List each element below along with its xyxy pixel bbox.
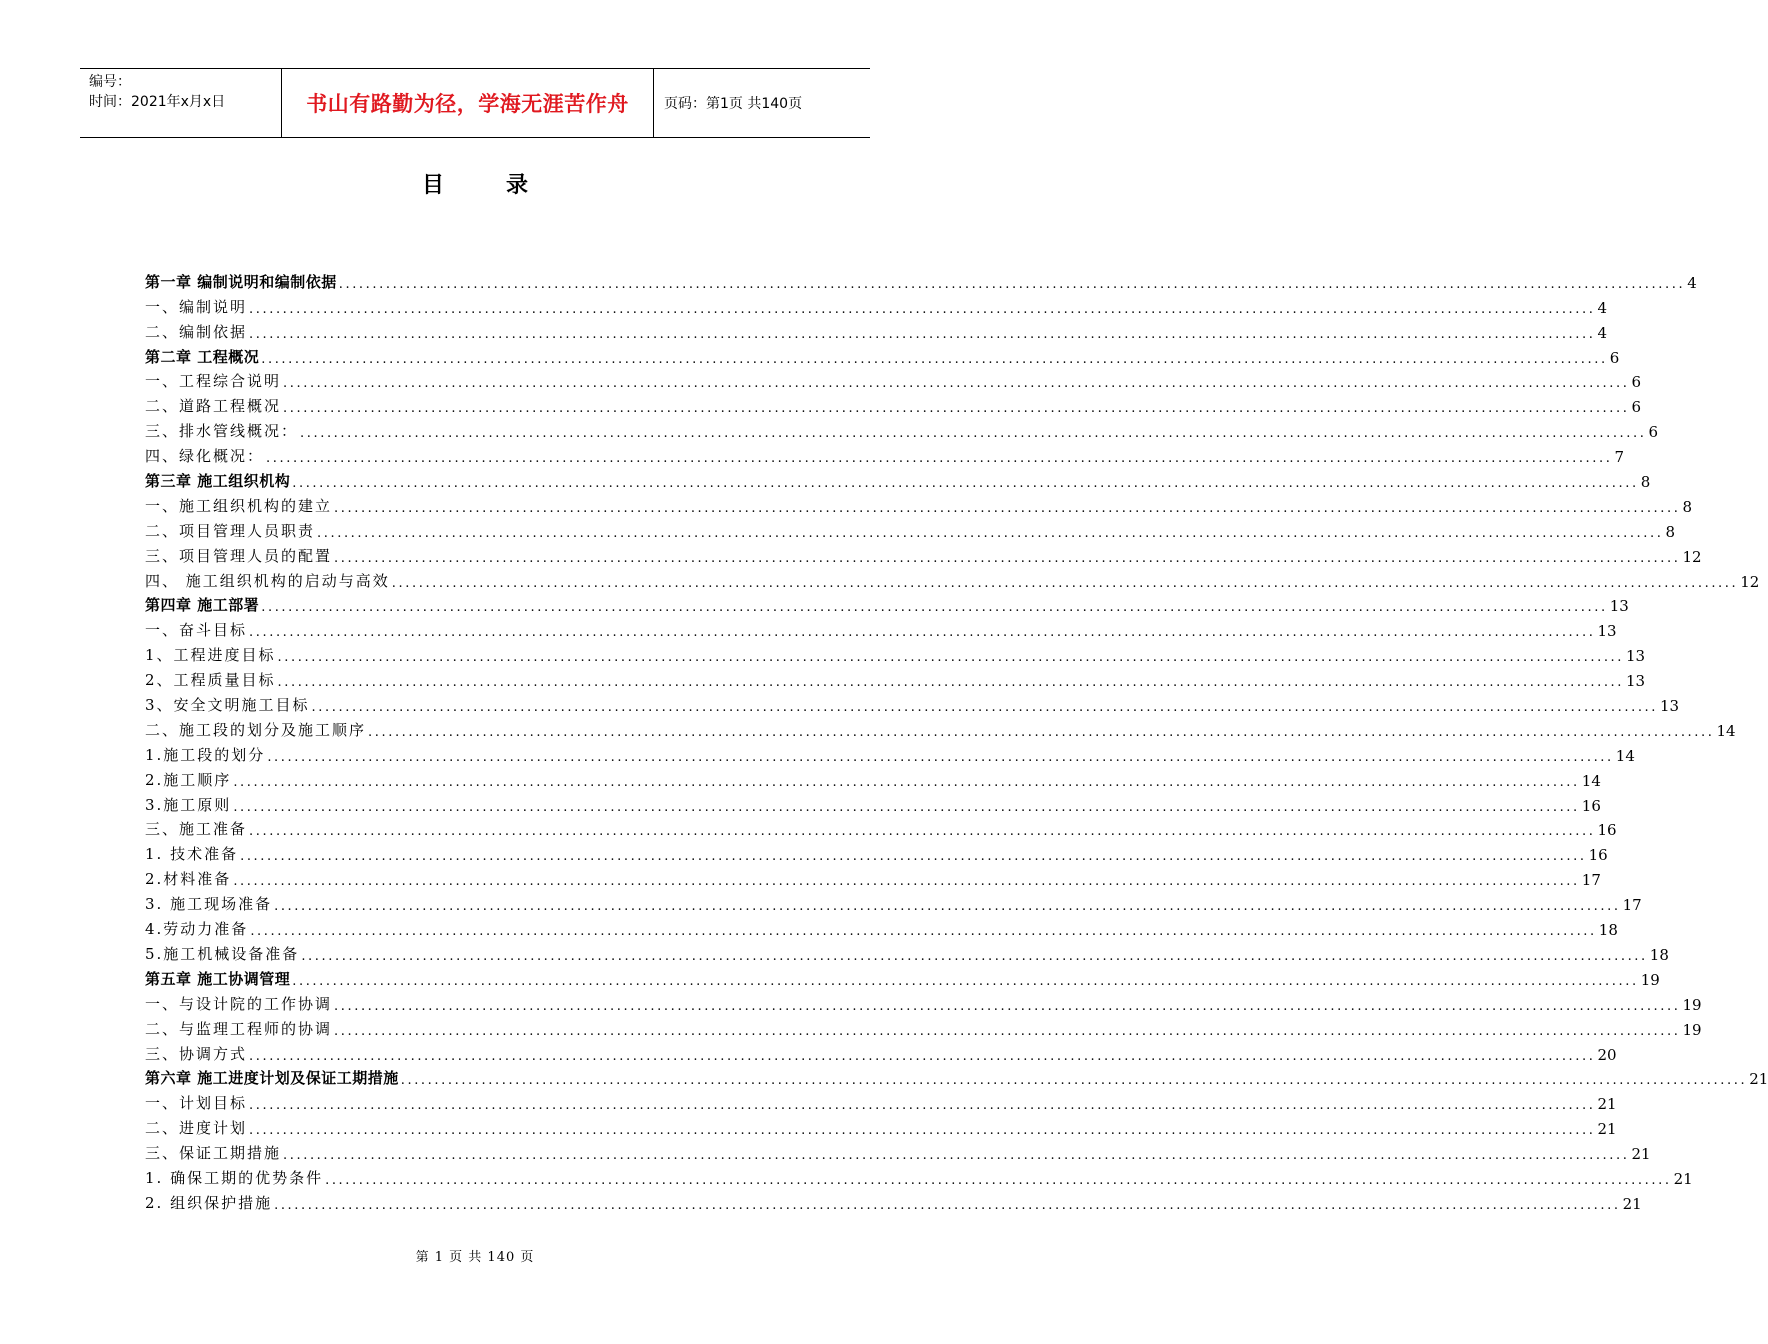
toc-entry-page: 6	[1648, 423, 1659, 442]
toc-leader-dots: ........................................................................................................................................................................................................	[334, 1023, 1681, 1039]
toc-entry[interactable]	[145, 864, 1601, 890]
toc-entry-title: 第六章 施工进度计划及保证工期措施	[145, 1069, 399, 1088]
toc-leader-dots: ........................................................................................................................................................................................................	[277, 650, 1625, 666]
toc-entry-page: 14	[1615, 746, 1635, 765]
toc-entry-page: 19	[1682, 1020, 1702, 1039]
toc-entry[interactable]	[145, 367, 1642, 392]
toc-entry-title: 二、与监理工程师的协调	[145, 1019, 333, 1038]
toc-entry-page: 16	[1597, 821, 1617, 840]
toc-entry-page: 17	[1581, 871, 1601, 890]
toc-entry-page: 16	[1588, 846, 1608, 865]
toc-entry-page: 6	[1631, 398, 1642, 417]
toc-chapter-entry[interactable]	[145, 342, 1620, 367]
toc-entry-title: 二、项目管理人员职责	[145, 521, 316, 540]
toc-leader-dots: ........................................................................................................................................................................................................	[233, 799, 1580, 815]
toc-leader-dots: ........................................................................................................................................................................................................	[283, 401, 1630, 417]
toc-leader-dots: ........................................................................................................................................................................................................	[261, 600, 1608, 616]
toc-entry[interactable]	[145, 416, 1659, 442]
toc-chapter-entry[interactable]	[145, 964, 1660, 989]
toc-leader-dots: ........................................................................................................................................................................................................	[334, 500, 1681, 516]
toc-chapter-entry[interactable]	[145, 466, 1651, 492]
toc-entry-page: 19	[1640, 970, 1660, 989]
toc-entry[interactable]	[145, 391, 1642, 417]
toc-entry-page: 13	[1626, 672, 1646, 691]
toc-leader-dots: ........................................................................................................................................................................................................	[249, 1123, 1596, 1139]
toc-entry[interactable]	[145, 640, 1646, 666]
toc-leader-dots: ........................................................................................................................................................................................................	[249, 824, 1596, 840]
toc-entry[interactable]	[145, 715, 1736, 740]
toc-leader-dots: ........................................................................................................................................................................................................	[292, 973, 1639, 989]
toc-leader-dots: ........................................................................................................................................................................................................	[249, 326, 1596, 342]
toc-entry-title: 1. 技术准备	[145, 845, 239, 864]
toc-entry-page: 6	[1631, 373, 1642, 392]
toc-entry-page: 18	[1649, 945, 1669, 964]
toc-entry-title: 1. 确保工期的优势条件	[145, 1168, 324, 1187]
toc-entry-title: 第三章 施工组织机构	[145, 472, 291, 491]
toc-entry-page: 20	[1597, 1045, 1617, 1064]
header-meta	[80, 69, 282, 137]
toc-entry-title: 三、协调方式	[145, 1044, 248, 1063]
toc-entry[interactable]	[145, 1014, 1702, 1039]
toc-entry-title: 二、施工段的划分及施工顺序	[145, 720, 367, 739]
toc-entry-title: 四、绿化概况：	[145, 447, 265, 466]
toc-entry-title: 2.材料准备	[145, 870, 232, 889]
toc-entry-title: 3.施工原则	[145, 795, 232, 814]
toc-entry[interactable]	[145, 1163, 1693, 1188]
toc-leader-dots: ........................................................................................................................................................................................................	[311, 700, 1659, 716]
toc-entry[interactable]	[145, 889, 1642, 915]
toc-entry-title: 二、道路工程概况	[145, 397, 282, 416]
toc-leader-dots: ........................................................................................................................................................................................................	[283, 1148, 1630, 1164]
document-number-label: 编号：	[89, 74, 131, 90]
toc-entry-page: 4	[1597, 298, 1608, 317]
toc-entry-page: 12	[1740, 572, 1760, 591]
toc-entry-title: 三、项目管理人员的配置	[145, 546, 333, 565]
toc-entry-page: 21	[1597, 1120, 1617, 1139]
header-motto: 书山有路勤为径，学海无涯苦作舟	[282, 69, 654, 137]
toc-leader-dots: ........................................................................................................................................................................................................	[261, 351, 1608, 367]
toc-entry[interactable]	[145, 566, 1760, 591]
toc-entry-page: 21	[1622, 1194, 1642, 1213]
toc-entry-page: 12	[1682, 547, 1702, 566]
toc-entry-page: 13	[1597, 622, 1617, 641]
toc-leader-dots: ........................................................................................................................................................................................................	[325, 1172, 1672, 1188]
toc-entry-title: 三、施工准备	[145, 820, 248, 839]
toc-entry-title: 二、编制依据	[145, 322, 248, 341]
toc-entry-title: 一、计划目标	[145, 1094, 248, 1113]
toc-entry[interactable]	[145, 765, 1601, 790]
toc-leader-dots: ........................................................................................................................................................................................................	[249, 301, 1596, 317]
toc-leader-dots: ........................................................................................................................................................................................................	[391, 575, 1739, 591]
toc-entry-page: 8	[1665, 522, 1676, 541]
toc-leader-dots: ........................................................................................................................................................................................................	[249, 1048, 1596, 1064]
toc-leader-dots: ........................................................................................................................................................................................................	[233, 774, 1580, 790]
toc-leader-dots: ........................................................................................................................................................................................................	[240, 849, 1587, 865]
toc-leader-dots: ........................................................................................................................................................................................................	[283, 376, 1630, 392]
toc-entry-title: 四、 施工组织机构的启动与高效	[145, 571, 390, 590]
toc-entry-title: 3. 施工现场准备	[145, 895, 273, 914]
toc-entry-page: 17	[1622, 896, 1642, 915]
toc-entry-title: 二、进度计划	[145, 1119, 248, 1138]
toc-leader-dots: ........................................................................................................................................................................................................	[400, 1073, 1748, 1089]
toc-title: 目录	[421, 173, 590, 198]
toc-entry-page: 21	[1597, 1095, 1617, 1114]
toc-entry-page: 13	[1609, 597, 1629, 616]
toc-entry-page: 21	[1631, 1145, 1651, 1164]
toc-entry-title: 1、工程进度目标	[145, 646, 276, 665]
document-time: 时间：2021年x月x日	[89, 94, 226, 110]
toc-entry[interactable]	[145, 292, 1608, 317]
toc-leader-dots: ........................................................................................................................................................................................................	[301, 948, 1648, 964]
toc-entry-page: 13	[1626, 647, 1646, 666]
toc-entry-page: 8	[1682, 497, 1693, 516]
toc-entry[interactable]	[145, 839, 1608, 865]
toc-leader-dots: ........................................................................................................................................................................................................	[368, 724, 1715, 740]
toc-leader-dots: ........................................................................................................................................................................................................	[233, 874, 1580, 890]
toc-leader-dots: ........................................................................................................................................................................................................	[267, 749, 1614, 765]
toc-entry[interactable]	[145, 790, 1601, 815]
page-header	[80, 68, 870, 138]
toc-entry[interactable]	[145, 317, 1608, 342]
toc-leader-dots: ........................................................................................................................................................................................................	[274, 899, 1621, 915]
toc-entry[interactable]	[145, 939, 1669, 964]
toc-entry[interactable]	[145, 1138, 1651, 1164]
toc-entry-title: 2. 组织保护措施	[145, 1193, 273, 1212]
toc-leader-dots: ........................................................................................................................................................................................................	[300, 426, 1647, 442]
toc-entry-page: 16	[1581, 796, 1601, 815]
toc-entry-page: 8	[1640, 473, 1651, 492]
toc-entry-title: 一、编制说明	[145, 297, 248, 316]
toc-entry[interactable]	[145, 665, 1646, 691]
toc-entry[interactable]	[145, 1188, 1642, 1213]
toc-chapter-entry[interactable]	[145, 591, 1629, 616]
toc-entry-page: 21	[1673, 1169, 1693, 1188]
toc-entry-title: 一、工程综合说明	[145, 372, 282, 391]
toc-entry-title: 5.施工机械设备准备	[145, 944, 300, 963]
toc-entry-title: 2.施工顺序	[145, 770, 232, 789]
toc-entry-title: 4.劳动力准备	[145, 920, 249, 939]
toc-entry[interactable]	[145, 441, 1625, 467]
toc-entry-page: 4	[1687, 273, 1697, 292]
toc-entry[interactable]	[145, 491, 1693, 516]
toc-entry-page: 7	[1614, 448, 1625, 467]
toc-leader-dots: ........................................................................................................................................................................................................	[292, 476, 1639, 492]
toc-entry-page: 14	[1581, 771, 1601, 790]
toc-chapter-entry[interactable]	[145, 267, 1697, 292]
toc-leader-dots: ........................................................................................................................................................................................................	[266, 451, 1613, 467]
toc-entry-page: 14	[1716, 721, 1736, 740]
toc-entry-title: 1.施工段的划分	[145, 745, 266, 764]
toc-entry[interactable]	[145, 1113, 1617, 1139]
toc-entry-title: 一、与设计院的工作协调	[145, 994, 333, 1013]
toc-entry-title: 一、奋斗目标	[145, 621, 248, 640]
toc-leader-dots: ........................................................................................................................................................................................................	[274, 1197, 1621, 1213]
toc-entry-title: 三、保证工期措施	[145, 1144, 282, 1163]
toc-chapter-entry[interactable]	[145, 1064, 1768, 1089]
toc-entry-page: 6	[1609, 348, 1620, 367]
toc-entry[interactable]	[145, 541, 1702, 566]
toc-entry-title: 一、施工组织机构的建立	[145, 496, 333, 515]
toc-entry-page: 13	[1660, 697, 1680, 716]
toc-entry[interactable]	[145, 989, 1702, 1014]
toc-leader-dots: ........................................................................................................................................................................................................	[317, 525, 1664, 541]
toc-leader-dots: ........................................................................................................................................................................................................	[250, 924, 1597, 940]
page-footer: 第 1 页 共 140 页	[415, 1250, 535, 1265]
toc-entry-title: 第五章 施工协调管理	[145, 969, 291, 988]
toc-entry-title: 2、工程质量目标	[145, 671, 276, 690]
toc-leader-dots: ........................................................................................................................................................................................................	[249, 1098, 1596, 1114]
toc-entry-page: 18	[1598, 921, 1618, 940]
toc-entry-page: 21	[1749, 1070, 1768, 1089]
toc-leader-dots: ........................................................................................................................................................................................................	[249, 625, 1596, 641]
toc-entry[interactable]	[145, 690, 1680, 716]
header-page-info: 页码：第1页 共140页	[664, 96, 803, 112]
toc-entry[interactable]	[145, 1039, 1617, 1064]
toc-entry-title: 3、安全文明施工目标	[145, 696, 310, 715]
toc-entry-title: 三、排水管线概况：	[145, 422, 299, 441]
toc-entry[interactable]	[145, 516, 1676, 541]
toc-entry-page: 4	[1597, 323, 1608, 342]
toc-entry[interactable]	[145, 815, 1617, 840]
toc-leader-dots: ........................................................................................................................................................................................................	[338, 276, 1686, 292]
toc-entry-title: 第二章 工程概况	[145, 347, 260, 366]
toc-entry[interactable]	[145, 615, 1617, 641]
toc-entry[interactable]	[145, 740, 1635, 765]
toc-entry[interactable]	[145, 914, 1618, 940]
toc-entry[interactable]	[145, 1088, 1617, 1114]
toc-leader-dots: ........................................................................................................................................................................................................	[334, 550, 1681, 566]
toc-entry-title: 第四章 施工部署	[145, 596, 260, 615]
toc-entry-page: 19	[1682, 995, 1702, 1014]
table-of-contents	[145, 267, 1768, 1213]
toc-leader-dots: ........................................................................................................................................................................................................	[334, 998, 1681, 1014]
toc-leader-dots: ........................................................................................................................................................................................................	[277, 675, 1625, 691]
toc-entry-title: 第一章 编制说明和编制依据	[145, 272, 337, 291]
